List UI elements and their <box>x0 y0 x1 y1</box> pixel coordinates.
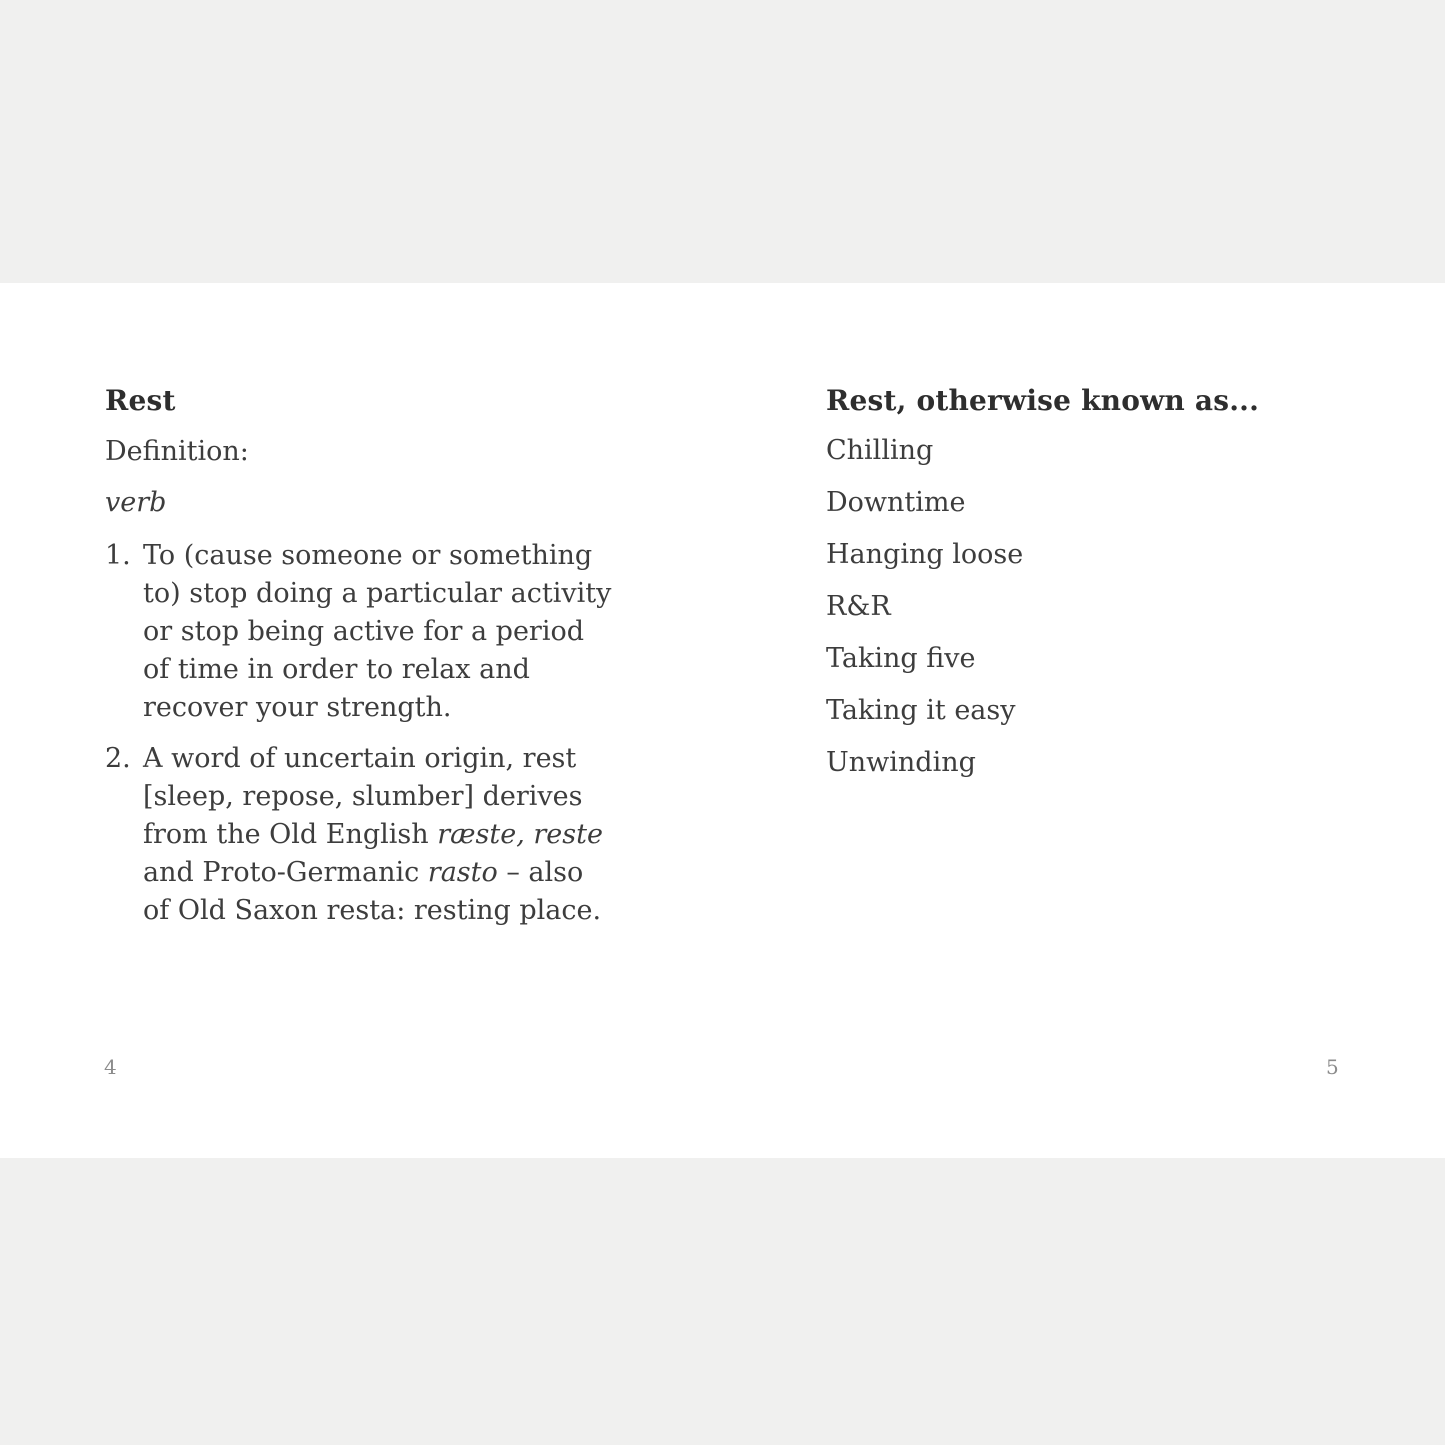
right-page <box>826 382 1346 782</box>
etymology-segment: and Proto-Germanic <box>143 857 428 888</box>
synonym-item: Taking it easy <box>826 695 1016 726</box>
definition-list <box>105 537 617 930</box>
synonym-list <box>826 432 1346 782</box>
left-page-title: Rest <box>105 384 176 417</box>
etymology-segment: – also of Old Saxon resta: resting place. <box>143 857 602 926</box>
part-of-speech: verb <box>105 487 167 518</box>
left-page <box>105 382 617 930</box>
definition-number: 2. <box>105 743 131 774</box>
etymology-segment: A word of uncertain origin, rest [sleep, repose, slumber] derives from the Old English <box>143 743 583 850</box>
top-letterbox-band <box>0 0 1445 283</box>
synonym-item: R&R <box>826 591 891 622</box>
definition-item-2 <box>105 740 617 930</box>
bottom-letterbox-band <box>0 1158 1445 1445</box>
synonym-item: Downtime <box>826 487 966 518</box>
definition-label: Definition: <box>105 436 249 467</box>
synonym-item: Taking five <box>826 643 976 674</box>
definition-number: 1. <box>105 540 131 571</box>
etymology-term: ræste, reste <box>437 819 603 850</box>
etymology-term: rasto <box>427 857 498 888</box>
definition-text: To (cause someone or something to) stop doing a particular activity or stop being active for a period of time in order to relax and recover your strength. <box>143 540 612 723</box>
book-spread <box>0 283 1445 1158</box>
definition-text <box>143 740 617 930</box>
definition-item-1 <box>105 537 617 727</box>
synonym-item: Hanging loose <box>826 539 1024 570</box>
synonym-item: Unwinding <box>826 747 976 778</box>
right-page-title: Rest, otherwise known as... <box>826 384 1260 417</box>
page-number-left: 4 <box>104 1055 117 1079</box>
synonym-item: Chilling <box>826 435 934 466</box>
page-number-right: 5 <box>1326 1055 1339 1079</box>
